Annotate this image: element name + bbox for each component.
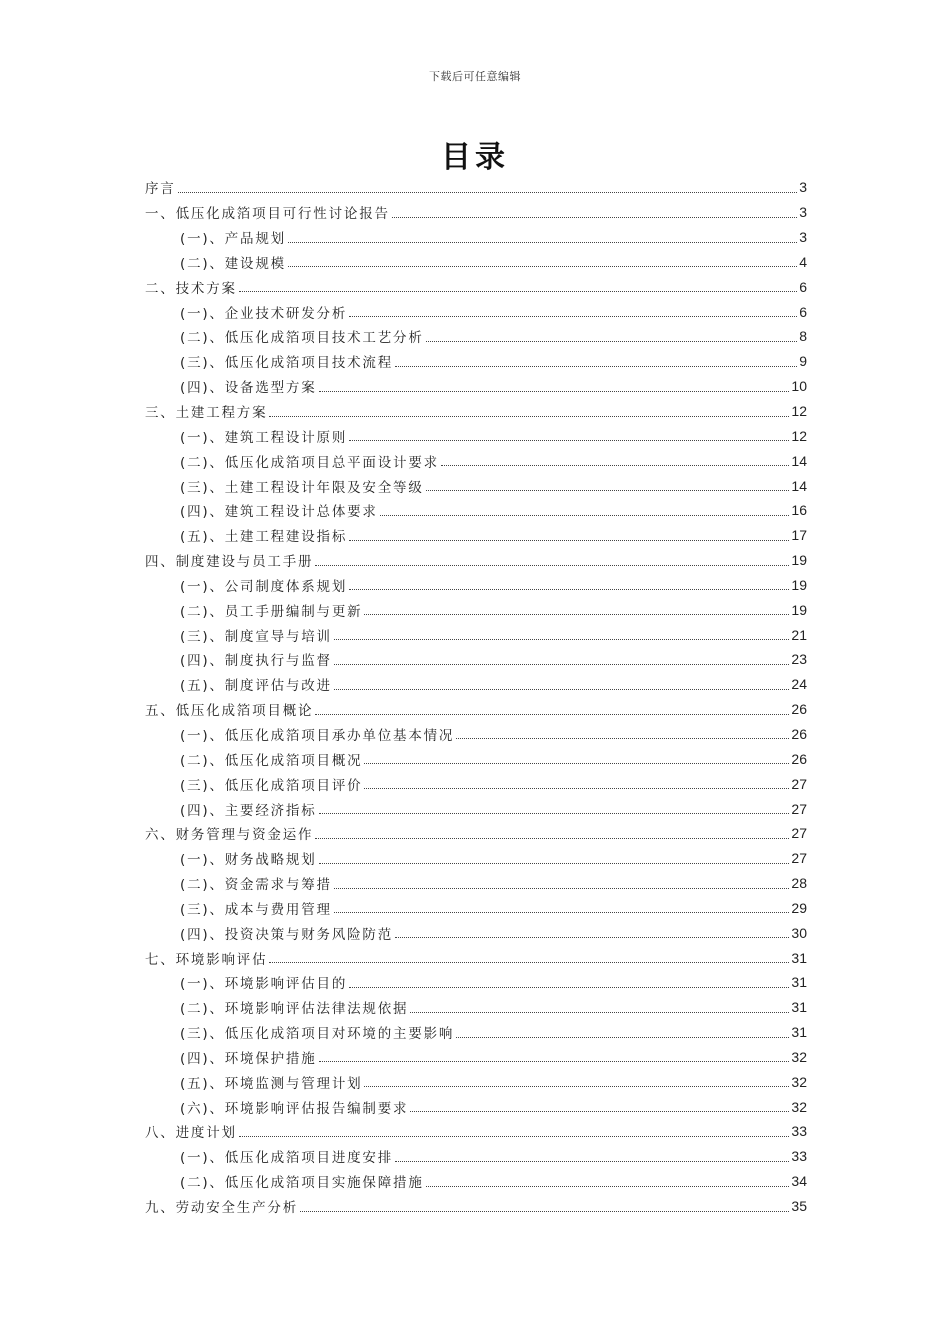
toc-dot-leader bbox=[315, 565, 789, 566]
toc-entry-label: (二)、低压化成箔项目技术工艺分析 bbox=[180, 330, 424, 347]
toc-section-entry[interactable] bbox=[145, 175, 807, 200]
toc-page-number: 27 bbox=[791, 850, 807, 867]
toc-page-number: 3 bbox=[799, 204, 807, 221]
toc-entry-label: (一)、环境影响评估目的 bbox=[180, 976, 348, 993]
toc-entry-label: (五)、环境监测与管理计划 bbox=[180, 1075, 363, 1092]
toc-page-number: 32 bbox=[791, 1048, 807, 1065]
toc-entry-label: (五)、制度评估与改进 bbox=[180, 678, 332, 695]
toc-entry-label: 五、低压化成箔项目概论 bbox=[145, 703, 314, 720]
toc-entry-label: (一)、产品规划 bbox=[180, 231, 286, 248]
toc-page-number: 31 bbox=[791, 949, 807, 966]
toc-dot-leader bbox=[364, 1086, 789, 1087]
toc-dot-leader bbox=[426, 341, 798, 342]
toc-dot-leader bbox=[349, 440, 789, 441]
toc-dot-leader bbox=[364, 614, 789, 615]
toc-page-number: 19 bbox=[791, 576, 807, 593]
toc-page-number: 33 bbox=[791, 1148, 807, 1165]
toc-dot-leader bbox=[364, 763, 789, 764]
toc-section-entry[interactable] bbox=[145, 945, 807, 970]
toc-page-number: 3 bbox=[799, 179, 807, 196]
toc-dot-leader bbox=[364, 788, 789, 789]
toc-entry-label: (一)、低压化成箔项目承办单位基本情况 bbox=[180, 727, 455, 744]
toc-entry-label: 七、环境影响评估 bbox=[145, 951, 268, 968]
toc-dot-leader bbox=[178, 192, 798, 193]
toc-entry-label: (二)、环境影响评估法律法规依据 bbox=[180, 1001, 409, 1018]
toc-dot-leader bbox=[239, 1136, 790, 1137]
toc-page-number: 31 bbox=[791, 999, 807, 1016]
toc-subsection-entry[interactable] bbox=[145, 374, 807, 399]
toc-section-entry[interactable] bbox=[145, 821, 807, 846]
toc-page-number: 30 bbox=[791, 924, 807, 941]
toc-dot-leader bbox=[410, 1111, 789, 1112]
toc-dot-leader bbox=[456, 738, 789, 739]
toc-entry-label: (一)、低压化成箔项目进度安排 bbox=[180, 1150, 394, 1167]
toc-page-number: 10 bbox=[791, 378, 807, 395]
toc-entry-label: (三)、低压化成箔项目评价 bbox=[180, 777, 363, 794]
toc-subsection-entry[interactable] bbox=[145, 622, 807, 647]
toc-page-number: 26 bbox=[791, 750, 807, 767]
toc-dot-leader bbox=[349, 540, 789, 541]
toc-page-number: 3 bbox=[799, 229, 807, 246]
toc-dot-leader bbox=[392, 217, 797, 218]
toc-entry-label: 四、制度建设与员工手册 bbox=[145, 554, 314, 571]
toc-entry-label: (四)、主要经济指标 bbox=[180, 802, 317, 819]
toc-page-number: 31 bbox=[791, 1024, 807, 1041]
toc-entry-label: (三)、制度宣导与培训 bbox=[180, 628, 332, 645]
toc-page-number: 12 bbox=[791, 427, 807, 444]
toc-dot-leader bbox=[239, 291, 797, 292]
toc-subsection-entry[interactable] bbox=[145, 423, 807, 448]
toc-dot-leader bbox=[269, 416, 789, 417]
toc-dot-leader bbox=[380, 515, 790, 516]
toc-section-entry[interactable] bbox=[145, 200, 807, 225]
toc-entry-label: (二)、低压化成箔项目实施保障措施 bbox=[180, 1175, 424, 1192]
toc-entry-label: 六、财务管理与资金运作 bbox=[145, 827, 314, 844]
toc-page-number: 4 bbox=[799, 253, 807, 270]
toc-dot-leader bbox=[269, 962, 789, 963]
toc-dot-leader bbox=[319, 1061, 790, 1062]
toc-subsection-entry[interactable] bbox=[145, 846, 807, 871]
toc-dot-leader bbox=[319, 863, 790, 864]
page-title: 目录 bbox=[441, 140, 509, 175]
toc-entry-label: (一)、公司制度体系规划 bbox=[180, 578, 348, 595]
toc-dot-leader bbox=[315, 714, 789, 715]
toc-section-entry[interactable] bbox=[145, 1119, 807, 1144]
toc-page-number: 9 bbox=[799, 353, 807, 370]
toc-page-number: 27 bbox=[791, 800, 807, 817]
toc-subsection-entry[interactable] bbox=[145, 722, 807, 747]
toc-dot-leader bbox=[410, 1012, 789, 1013]
toc-dot-leader bbox=[334, 912, 790, 913]
toc-page-number: 24 bbox=[791, 676, 807, 693]
toc-page-number: 8 bbox=[799, 328, 807, 345]
toc-subsection-entry[interactable] bbox=[145, 1094, 807, 1119]
toc-page-number: 31 bbox=[791, 974, 807, 991]
toc-subsection-entry[interactable] bbox=[145, 1020, 807, 1045]
toc-subsection-entry[interactable] bbox=[145, 250, 807, 275]
toc-page-number: 17 bbox=[791, 527, 807, 544]
toc-entry-label: (四)、建筑工程设计总体要求 bbox=[180, 504, 378, 521]
toc-section-entry[interactable] bbox=[145, 274, 807, 299]
toc-dot-leader bbox=[334, 664, 790, 665]
toc-dot-leader bbox=[315, 838, 789, 839]
toc-page-number: 19 bbox=[791, 552, 807, 569]
toc-page-number: 6 bbox=[799, 303, 807, 320]
toc-subsection-entry[interactable] bbox=[145, 349, 807, 374]
toc-page-number: 34 bbox=[791, 1173, 807, 1190]
toc-dot-leader bbox=[319, 813, 790, 814]
toc-subsection-entry[interactable] bbox=[145, 746, 807, 771]
toc-subsection-entry[interactable] bbox=[145, 1144, 807, 1169]
toc-subsection-entry[interactable] bbox=[145, 672, 807, 697]
toc-dot-leader bbox=[349, 316, 797, 317]
toc-entry-label: (二)、低压化成箔项目概况 bbox=[180, 752, 363, 769]
toc-page-number: 26 bbox=[791, 701, 807, 718]
toc-dot-leader bbox=[334, 689, 790, 690]
toc-entry-label: (三)、土建工程设计年限及安全等级 bbox=[180, 479, 424, 496]
toc-section-entry[interactable] bbox=[145, 399, 807, 424]
toc-dot-leader bbox=[395, 1161, 789, 1162]
toc-dot-leader bbox=[426, 490, 790, 491]
toc-dot-leader bbox=[334, 888, 790, 889]
toc-entry-label: (六)、环境影响评估报告编制要求 bbox=[180, 1100, 409, 1117]
toc-subsection-entry[interactable] bbox=[145, 895, 807, 920]
table-of-contents bbox=[145, 175, 807, 1218]
toc-page-number: 6 bbox=[799, 278, 807, 295]
toc-dot-leader bbox=[300, 1211, 789, 1212]
toc-entry-label: 九、劳动安全生产分析 bbox=[145, 1200, 298, 1217]
toc-subsection-entry[interactable] bbox=[145, 796, 807, 821]
toc-entry-label: (三)、低压化成箔项目技术流程 bbox=[180, 355, 394, 372]
toc-page-number: 29 bbox=[791, 899, 807, 916]
toc-page-number: 12 bbox=[791, 403, 807, 420]
toc-subsection-entry[interactable] bbox=[145, 1045, 807, 1070]
toc-page-number: 27 bbox=[791, 775, 807, 792]
toc-dot-leader bbox=[441, 465, 789, 466]
toc-page-number: 16 bbox=[791, 502, 807, 519]
toc-page-number: 23 bbox=[791, 651, 807, 668]
toc-entry-label: (二)、资金需求与筹措 bbox=[180, 877, 332, 894]
toc-subsection-entry[interactable] bbox=[145, 995, 807, 1020]
toc-entry-label: (二)、低压化成箔项目总平面设计要求 bbox=[180, 454, 439, 471]
toc-entry-label: 序言 bbox=[145, 181, 176, 198]
toc-entry-label: (二)、建设规模 bbox=[180, 255, 286, 272]
toc-entry-label: (四)、环境保护措施 bbox=[180, 1050, 317, 1067]
toc-section-entry[interactable] bbox=[145, 1194, 807, 1219]
toc-subsection-entry[interactable] bbox=[145, 970, 807, 995]
toc-dot-leader bbox=[456, 1037, 789, 1038]
toc-entry-label: 三、土建工程方案 bbox=[145, 405, 268, 422]
toc-page-number: 14 bbox=[791, 477, 807, 494]
toc-subsection-entry[interactable] bbox=[145, 523, 807, 548]
toc-page-number: 35 bbox=[791, 1198, 807, 1215]
toc-dot-leader bbox=[349, 589, 789, 590]
toc-page-number: 14 bbox=[791, 452, 807, 469]
toc-dot-leader bbox=[288, 266, 797, 267]
toc-entry-label: 一、低压化成箔项目可行性讨论报告 bbox=[145, 206, 390, 223]
toc-dot-leader bbox=[395, 366, 797, 367]
toc-entry-label: (一)、企业技术研发分析 bbox=[180, 305, 348, 322]
toc-page-number: 28 bbox=[791, 875, 807, 892]
toc-subsection-entry[interactable] bbox=[145, 299, 807, 324]
toc-entry-label: 八、进度计划 bbox=[145, 1125, 237, 1142]
toc-entry-label: (一)、建筑工程设计原则 bbox=[180, 429, 348, 446]
toc-section-entry[interactable] bbox=[145, 697, 807, 722]
toc-page-number: 32 bbox=[791, 1073, 807, 1090]
toc-entry-label: (四)、投资决策与财务风险防范 bbox=[180, 926, 394, 943]
toc-subsection-entry[interactable] bbox=[145, 448, 807, 473]
header-note: 下载后可任意编辑 bbox=[429, 70, 521, 83]
toc-entry-label: (五)、土建工程建设指标 bbox=[180, 529, 348, 546]
toc-dot-leader bbox=[349, 987, 789, 988]
toc-entry-label: 二、技术方案 bbox=[145, 280, 237, 297]
toc-subsection-entry[interactable] bbox=[145, 771, 807, 796]
toc-section-entry[interactable] bbox=[145, 548, 807, 573]
toc-entry-label: (三)、成本与费用管理 bbox=[180, 901, 332, 918]
toc-dot-leader bbox=[395, 937, 789, 938]
toc-subsection-entry[interactable] bbox=[145, 225, 807, 250]
toc-entry-label: (四)、设备选型方案 bbox=[180, 380, 317, 397]
toc-entry-label: (二)、员工手册编制与更新 bbox=[180, 603, 363, 620]
toc-entry-label: (三)、低压化成箔项目对环境的主要影响 bbox=[180, 1026, 455, 1043]
toc-subsection-entry[interactable] bbox=[145, 1169, 807, 1194]
toc-page-number: 33 bbox=[791, 1123, 807, 1140]
toc-dot-leader bbox=[288, 242, 797, 243]
toc-page-number: 19 bbox=[791, 601, 807, 618]
toc-subsection-entry[interactable] bbox=[145, 324, 807, 349]
toc-subsection-entry[interactable] bbox=[145, 573, 807, 598]
toc-dot-leader bbox=[334, 639, 790, 640]
toc-subsection-entry[interactable] bbox=[145, 597, 807, 622]
toc-subsection-entry[interactable] bbox=[145, 498, 807, 523]
toc-page-number: 26 bbox=[791, 725, 807, 742]
toc-page-number: 21 bbox=[791, 626, 807, 643]
toc-page-number: 27 bbox=[791, 825, 807, 842]
toc-subsection-entry[interactable] bbox=[145, 871, 807, 896]
toc-subsection-entry[interactable] bbox=[145, 920, 807, 945]
toc-subsection-entry[interactable] bbox=[145, 473, 807, 498]
toc-entry-label: (四)、制度执行与监督 bbox=[180, 653, 332, 670]
toc-subsection-entry[interactable] bbox=[145, 1069, 807, 1094]
toc-dot-leader bbox=[426, 1186, 790, 1187]
toc-entry-label: (一)、财务战略规划 bbox=[180, 852, 317, 869]
toc-page-number: 32 bbox=[791, 1098, 807, 1115]
toc-dot-leader bbox=[319, 391, 790, 392]
toc-subsection-entry[interactable] bbox=[145, 647, 807, 672]
